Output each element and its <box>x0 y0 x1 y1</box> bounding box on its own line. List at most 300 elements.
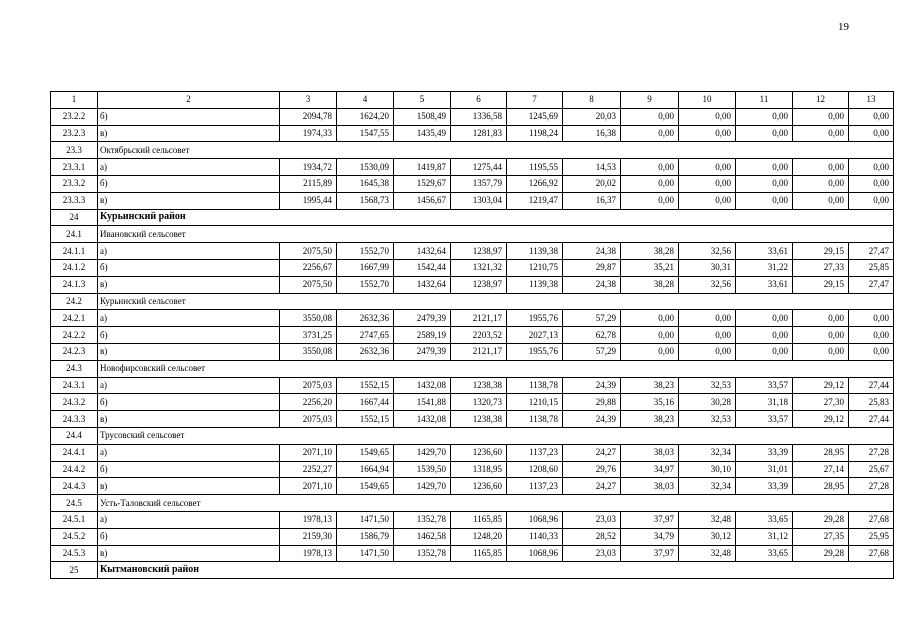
value-cell: 27,68 <box>849 511 894 528</box>
value-cell: 1547,55 <box>337 125 394 142</box>
value-cell: 0,00 <box>621 343 679 360</box>
table-row <box>51 259 894 276</box>
value-cell: 27,44 <box>849 411 894 428</box>
value-cell: 32,48 <box>679 511 736 528</box>
value-cell: 30,12 <box>679 528 736 545</box>
table-row <box>51 108 894 125</box>
value-cell: 31,22 <box>736 259 793 276</box>
table-row <box>51 461 894 478</box>
value-cell: 20,03 <box>563 108 621 125</box>
value-cell: 25,67 <box>849 461 894 478</box>
value-cell: 0,00 <box>793 159 849 176</box>
value-cell: 1266,92 <box>507 175 563 192</box>
value-cell: 1138,78 <box>507 411 563 428</box>
value-cell: 2632,36 <box>337 310 394 327</box>
value-cell: 0,00 <box>793 175 849 192</box>
value-cell: 0,00 <box>849 343 894 360</box>
row-letter: в) <box>98 125 280 142</box>
value-cell: 2747,65 <box>337 327 394 344</box>
value-cell: 1352,78 <box>394 511 451 528</box>
section-row <box>51 293 894 310</box>
value-cell: 29,12 <box>793 411 849 428</box>
column-header: 1 <box>51 92 98 109</box>
section-name: Кытмановский район <box>98 562 894 579</box>
value-cell: 1978,13 <box>280 511 337 528</box>
value-cell: 0,00 <box>679 343 736 360</box>
value-cell: 27,47 <box>849 276 894 293</box>
value-cell: 2121,17 <box>451 310 507 327</box>
value-cell: 0,00 <box>849 327 894 344</box>
value-cell: 24,38 <box>563 276 621 293</box>
value-cell: 3550,08 <box>280 343 337 360</box>
value-cell: 2203,52 <box>451 327 507 344</box>
value-cell: 2159,30 <box>280 528 337 545</box>
value-cell: 29,12 <box>793 377 849 394</box>
table-row <box>51 276 894 293</box>
value-cell: 2121,17 <box>451 343 507 360</box>
section-code: 24.4 <box>51 427 98 444</box>
value-cell: 27,28 <box>849 444 894 461</box>
column-header: 6 <box>451 92 507 109</box>
row-code: 24.1.1 <box>51 243 98 260</box>
value-cell: 32,34 <box>679 478 736 495</box>
value-cell: 1435,49 <box>394 125 451 142</box>
value-cell: 1549,65 <box>337 444 394 461</box>
value-cell: 0,00 <box>679 192 736 209</box>
value-cell: 1139,38 <box>507 276 563 293</box>
value-cell: 32,48 <box>679 545 736 562</box>
value-cell: 1432,08 <box>394 377 451 394</box>
value-cell: 0,00 <box>736 108 793 125</box>
table-row <box>51 343 894 360</box>
value-cell: 23,03 <box>563 511 621 528</box>
value-cell: 33,39 <box>736 444 793 461</box>
value-cell: 0,00 <box>621 159 679 176</box>
value-cell: 1318,95 <box>451 461 507 478</box>
row-letter: в) <box>98 545 280 562</box>
value-cell: 1236,60 <box>451 478 507 495</box>
value-cell: 1138,78 <box>507 377 563 394</box>
value-cell: 0,00 <box>849 310 894 327</box>
value-cell: 29,76 <box>563 461 621 478</box>
value-cell: 27,44 <box>849 377 894 394</box>
value-cell: 1303,04 <box>451 192 507 209</box>
value-cell: 1248,20 <box>451 528 507 545</box>
value-cell: 2071,10 <box>280 444 337 461</box>
row-code: 23.2.3 <box>51 125 98 142</box>
value-cell: 0,00 <box>793 327 849 344</box>
value-cell: 62,78 <box>563 327 621 344</box>
value-cell: 32,56 <box>679 276 736 293</box>
value-cell: 1238,38 <box>451 377 507 394</box>
value-cell: 1667,44 <box>337 394 394 411</box>
section-row <box>51 142 894 159</box>
value-cell: 0,00 <box>679 327 736 344</box>
value-cell: 24,27 <box>563 478 621 495</box>
value-cell: 0,00 <box>736 175 793 192</box>
value-cell: 16,37 <box>563 192 621 209</box>
value-cell: 35,21 <box>621 259 679 276</box>
table-header-row <box>51 92 894 109</box>
column-header: 3 <box>280 92 337 109</box>
value-cell: 1529,67 <box>394 175 451 192</box>
value-cell: 1198,24 <box>507 125 563 142</box>
value-cell: 1974,33 <box>280 125 337 142</box>
value-cell: 0,00 <box>679 125 736 142</box>
value-cell: 0,00 <box>621 192 679 209</box>
value-cell: 38,03 <box>621 478 679 495</box>
value-cell: 0,00 <box>793 343 849 360</box>
row-code: 23.3.3 <box>51 192 98 209</box>
value-cell: 30,10 <box>679 461 736 478</box>
row-code: 24.2.3 <box>51 343 98 360</box>
value-cell: 1320,73 <box>451 394 507 411</box>
column-header: 8 <box>563 92 621 109</box>
value-cell: 27,14 <box>793 461 849 478</box>
value-cell: 1664,94 <box>337 461 394 478</box>
value-cell: 1281,83 <box>451 125 507 142</box>
value-cell: 24,27 <box>563 444 621 461</box>
row-letter: в) <box>98 192 280 209</box>
row-code: 23.3.2 <box>51 175 98 192</box>
value-cell: 25,83 <box>849 394 894 411</box>
value-cell: 31,18 <box>736 394 793 411</box>
value-cell: 1539,50 <box>394 461 451 478</box>
value-cell: 2256,67 <box>280 259 337 276</box>
value-cell: 29,15 <box>793 276 849 293</box>
row-letter: б) <box>98 108 280 125</box>
value-cell: 0,00 <box>736 159 793 176</box>
value-cell: 25,85 <box>849 259 894 276</box>
row-code: 24.5.1 <box>51 511 98 528</box>
section-code: 25 <box>51 562 98 579</box>
section-name: Октябрьский сельсовет <box>98 142 894 159</box>
row-code: 24.4.1 <box>51 444 98 461</box>
value-cell: 24,39 <box>563 411 621 428</box>
value-cell: 1429,70 <box>394 444 451 461</box>
section-code: 24 <box>51 209 98 226</box>
value-cell: 32,53 <box>679 411 736 428</box>
section-row <box>51 360 894 377</box>
value-cell: 27,35 <box>793 528 849 545</box>
column-header: 12 <box>793 92 849 109</box>
value-cell: 29,15 <box>793 243 849 260</box>
value-cell: 32,56 <box>679 243 736 260</box>
value-cell: 2027,13 <box>507 327 563 344</box>
row-letter: а) <box>98 444 280 461</box>
row-code: 24.5.2 <box>51 528 98 545</box>
value-cell: 20,02 <box>563 175 621 192</box>
column-header: 13 <box>849 92 894 109</box>
value-cell: 0,00 <box>621 125 679 142</box>
row-code: 24.4.2 <box>51 461 98 478</box>
row-letter: б) <box>98 528 280 545</box>
value-cell: 1245,69 <box>507 108 563 125</box>
value-cell: 1471,50 <box>337 511 394 528</box>
value-cell: 0,00 <box>849 175 894 192</box>
section-name: Ивановский сельсовет <box>98 226 894 243</box>
row-letter: а) <box>98 377 280 394</box>
section-code: 24.2 <box>51 293 98 310</box>
value-cell: 1552,70 <box>337 243 394 260</box>
value-cell: 35,16 <box>621 394 679 411</box>
value-cell: 27,47 <box>849 243 894 260</box>
row-letter: а) <box>98 511 280 528</box>
value-cell: 2094,78 <box>280 108 337 125</box>
table-row <box>51 125 894 142</box>
value-cell: 1934,72 <box>280 159 337 176</box>
value-cell: 24,38 <box>563 243 621 260</box>
section-row <box>51 562 894 579</box>
value-cell: 1275,44 <box>451 159 507 176</box>
row-letter: в) <box>98 411 280 428</box>
value-cell: 2075,03 <box>280 411 337 428</box>
value-cell: 27,33 <box>793 259 849 276</box>
value-cell: 0,00 <box>793 125 849 142</box>
section-name: Курьинский сельсовет <box>98 293 894 310</box>
row-code: 24.3.1 <box>51 377 98 394</box>
value-cell: 1586,79 <box>337 528 394 545</box>
value-cell: 25,95 <box>849 528 894 545</box>
value-cell: 1068,96 <box>507 545 563 562</box>
value-cell: 2075,50 <box>280 276 337 293</box>
row-code: 24.3.3 <box>51 411 98 428</box>
value-cell: 33,61 <box>736 243 793 260</box>
value-cell: 0,00 <box>849 108 894 125</box>
value-cell: 1238,38 <box>451 411 507 428</box>
section-row <box>51 427 894 444</box>
value-cell: 1165,85 <box>451 511 507 528</box>
section-name: Трусовский сельсовет <box>98 427 894 444</box>
value-cell: 2256,20 <box>280 394 337 411</box>
value-cell: 1508,49 <box>394 108 451 125</box>
row-letter: в) <box>98 478 280 495</box>
row-letter: а) <box>98 310 280 327</box>
value-cell: 1208,60 <box>507 461 563 478</box>
row-code: 24.3.2 <box>51 394 98 411</box>
value-cell: 29,87 <box>563 259 621 276</box>
value-cell: 1336,58 <box>451 108 507 125</box>
row-code: 24.1.2 <box>51 259 98 276</box>
table-row <box>51 310 894 327</box>
value-cell: 16,38 <box>563 125 621 142</box>
value-cell: 3550,08 <box>280 310 337 327</box>
row-letter: а) <box>98 159 280 176</box>
value-cell: 28,95 <box>793 444 849 461</box>
row-code: 24.5.3 <box>51 545 98 562</box>
table-body <box>51 92 894 579</box>
value-cell: 0,00 <box>679 310 736 327</box>
value-cell: 27,28 <box>849 478 894 495</box>
value-cell: 0,00 <box>793 310 849 327</box>
value-cell: 1530,09 <box>337 159 394 176</box>
value-cell: 1165,85 <box>451 545 507 562</box>
table-row <box>51 411 894 428</box>
value-cell: 2252,27 <box>280 461 337 478</box>
value-cell: 34,97 <box>621 461 679 478</box>
value-cell: 32,34 <box>679 444 736 461</box>
row-letter: а) <box>98 243 280 260</box>
table-row <box>51 394 894 411</box>
value-cell: 27,68 <box>849 545 894 562</box>
value-cell: 33,57 <box>736 377 793 394</box>
value-cell: 28,52 <box>563 528 621 545</box>
value-cell: 0,00 <box>621 327 679 344</box>
value-cell: 1624,20 <box>337 108 394 125</box>
value-cell: 1429,70 <box>394 478 451 495</box>
value-cell: 0,00 <box>793 108 849 125</box>
value-cell: 27,30 <box>793 394 849 411</box>
value-cell: 0,00 <box>849 159 894 176</box>
column-header: 9 <box>621 92 679 109</box>
value-cell: 1955,76 <box>507 343 563 360</box>
value-cell: 33,39 <box>736 478 793 495</box>
value-cell: 30,28 <box>679 394 736 411</box>
value-cell: 37,97 <box>621 545 679 562</box>
value-cell: 1321,32 <box>451 259 507 276</box>
value-cell: 33,61 <box>736 276 793 293</box>
value-cell: 1541,88 <box>394 394 451 411</box>
table-row <box>51 192 894 209</box>
value-cell: 37,97 <box>621 511 679 528</box>
value-cell: 0,00 <box>736 192 793 209</box>
value-cell: 0,00 <box>621 108 679 125</box>
value-cell: 1219,47 <box>507 192 563 209</box>
value-cell: 1568,73 <box>337 192 394 209</box>
table-row <box>51 175 894 192</box>
section-name: Усть-Таловский сельсовет <box>98 495 894 512</box>
value-cell: 3731,25 <box>280 327 337 344</box>
value-cell: 1955,76 <box>507 310 563 327</box>
value-cell: 1419,87 <box>394 159 451 176</box>
value-cell: 2632,36 <box>337 343 394 360</box>
value-cell: 1137,23 <box>507 478 563 495</box>
value-cell: 38,23 <box>621 377 679 394</box>
value-cell: 33,65 <box>736 511 793 528</box>
value-cell: 23,03 <box>563 545 621 562</box>
table-row <box>51 528 894 545</box>
value-cell: 38,23 <box>621 411 679 428</box>
value-cell: 33,57 <box>736 411 793 428</box>
value-cell: 1238,97 <box>451 243 507 260</box>
row-code: 23.3.1 <box>51 159 98 176</box>
value-cell: 1552,70 <box>337 276 394 293</box>
value-cell: 1238,97 <box>451 276 507 293</box>
value-cell: 1552,15 <box>337 411 394 428</box>
value-cell: 1068,96 <box>507 511 563 528</box>
value-cell: 2115,89 <box>280 175 337 192</box>
value-cell: 14,53 <box>563 159 621 176</box>
value-cell: 1137,23 <box>507 444 563 461</box>
value-cell: 24,39 <box>563 377 621 394</box>
value-cell: 1456,67 <box>394 192 451 209</box>
value-cell: 1432,64 <box>394 276 451 293</box>
section-row <box>51 495 894 512</box>
value-cell: 38,28 <box>621 243 679 260</box>
row-code: 24.4.3 <box>51 478 98 495</box>
row-code: 23.2.2 <box>51 108 98 125</box>
table-row <box>51 327 894 344</box>
value-cell: 29,88 <box>563 394 621 411</box>
section-row <box>51 209 894 226</box>
value-cell: 1236,60 <box>451 444 507 461</box>
row-letter: б) <box>98 461 280 478</box>
value-cell: 1352,78 <box>394 545 451 562</box>
value-cell: 29,28 <box>793 545 849 562</box>
value-cell: 1210,75 <box>507 259 563 276</box>
value-cell: 1210,15 <box>507 394 563 411</box>
table-row <box>51 545 894 562</box>
value-cell: 0,00 <box>736 125 793 142</box>
column-header: 7 <box>507 92 563 109</box>
table-row <box>51 478 894 495</box>
row-letter: в) <box>98 276 280 293</box>
section-code: 24.5 <box>51 495 98 512</box>
tariff-table <box>50 91 894 579</box>
column-header: 11 <box>736 92 793 109</box>
row-code: 24.2.2 <box>51 327 98 344</box>
value-cell: 2075,50 <box>280 243 337 260</box>
value-cell: 2479,39 <box>394 343 451 360</box>
value-cell: 31,12 <box>736 528 793 545</box>
value-cell: 31,01 <box>736 461 793 478</box>
value-cell: 1542,44 <box>394 259 451 276</box>
section-row <box>51 226 894 243</box>
value-cell: 0,00 <box>849 125 894 142</box>
row-code: 24.2.1 <box>51 310 98 327</box>
value-cell: 33,65 <box>736 545 793 562</box>
value-cell: 57,29 <box>563 343 621 360</box>
value-cell: 1645,38 <box>337 175 394 192</box>
value-cell: 2075,03 <box>280 377 337 394</box>
value-cell: 34,79 <box>621 528 679 545</box>
table-row <box>51 444 894 461</box>
row-letter: б) <box>98 394 280 411</box>
section-code: 24.1 <box>51 226 98 243</box>
value-cell: 29,28 <box>793 511 849 528</box>
section-name: Курьинский район <box>98 209 894 226</box>
row-letter: б) <box>98 327 280 344</box>
value-cell: 1667,99 <box>337 259 394 276</box>
value-cell: 1995,44 <box>280 192 337 209</box>
value-cell: 1432,08 <box>394 411 451 428</box>
row-letter: в) <box>98 343 280 360</box>
value-cell: 1140,33 <box>507 528 563 545</box>
section-code: 24.3 <box>51 360 98 377</box>
column-header: 5 <box>394 92 451 109</box>
value-cell: 28,95 <box>793 478 849 495</box>
column-header: 10 <box>679 92 736 109</box>
section-name: Новофирсовский сельсовет <box>98 360 894 377</box>
value-cell: 1462,58 <box>394 528 451 545</box>
value-cell: 0,00 <box>621 310 679 327</box>
column-header: 2 <box>98 92 280 109</box>
value-cell: 0,00 <box>679 159 736 176</box>
value-cell: 2589,19 <box>394 327 451 344</box>
value-cell: 1552,15 <box>337 377 394 394</box>
section-code: 23.3 <box>51 142 98 159</box>
row-letter: б) <box>98 259 280 276</box>
value-cell: 2479,39 <box>394 310 451 327</box>
value-cell: 1357,79 <box>451 175 507 192</box>
value-cell: 1195,55 <box>507 159 563 176</box>
value-cell: 0,00 <box>849 192 894 209</box>
table-row <box>51 243 894 260</box>
value-cell: 1432,64 <box>394 243 451 260</box>
value-cell: 38,03 <box>621 444 679 461</box>
value-cell: 1549,65 <box>337 478 394 495</box>
value-cell: 1139,38 <box>507 243 563 260</box>
